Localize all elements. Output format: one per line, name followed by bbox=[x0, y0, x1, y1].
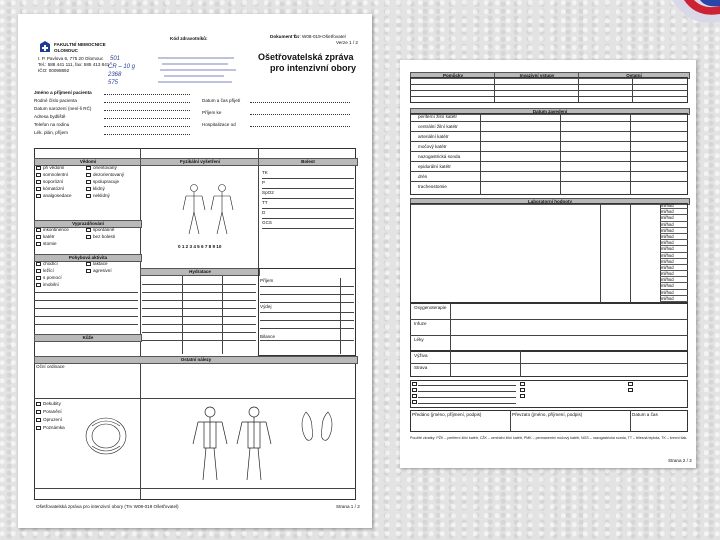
vital-label: P bbox=[262, 180, 266, 185]
patient-field-0: Jméno a příjmení pacienta bbox=[34, 90, 92, 95]
bottom-checkbox-group bbox=[36, 402, 76, 452]
checkbox[interactable] bbox=[36, 242, 41, 246]
hospital-stamp bbox=[154, 54, 244, 90]
checkbox-label: soporózní bbox=[43, 179, 64, 184]
checkbox[interactable] bbox=[36, 187, 41, 191]
checkbox-label: ležící bbox=[43, 268, 54, 273]
hospital-city: OLOMOUC bbox=[54, 48, 78, 53]
vitals-block bbox=[262, 170, 354, 264]
oral-cavity-diagram-icon bbox=[82, 412, 130, 460]
checkbox[interactable] bbox=[412, 400, 417, 404]
balance-label: Příjem bbox=[260, 278, 274, 283]
header-kuze: Kůže bbox=[34, 334, 142, 342]
footnote: Použité zkratky: PŽK – periferní žilní katétr, CŽK – centrální žilní katétr, PMK – permanentní močový katétr, NGS – nazogastrická sonda, TT – tělesná teplota, TK – krevní tlak. bbox=[410, 436, 688, 440]
hospital-name: FAKULTNÍ NEMOCNICE bbox=[54, 42, 106, 47]
therapy-rows bbox=[410, 303, 688, 351]
checkbox-label: dezorientovaný bbox=[93, 172, 125, 177]
devices-rows bbox=[410, 113, 688, 195]
handwritten-note-3: 2368 bbox=[108, 72, 122, 78]
patient-field-1: Rodné číslo pacienta bbox=[34, 98, 77, 103]
checkbox[interactable] bbox=[86, 228, 91, 232]
body-figure-small-icon bbox=[178, 182, 238, 238]
address-line-1: I. P. Pavlova 6, 775 20 Olomouc bbox=[38, 56, 104, 61]
header-vyprazdnovani: Vyprazdňování bbox=[34, 220, 142, 228]
patient-field-5: Lék. plán, příjem bbox=[34, 130, 68, 135]
stamp-label: Kód zdravotníků: bbox=[170, 36, 208, 41]
checkbox[interactable] bbox=[520, 394, 525, 398]
footer-left: Ošetřovatelská zpráva pro intenzivní obory (Trv W08-019 Ošetřovatel) bbox=[36, 504, 179, 509]
balance-label: Výdej bbox=[260, 304, 272, 309]
left-form-sheet bbox=[18, 14, 372, 528]
handwritten-note-2: ČR – 10 g bbox=[108, 64, 136, 70]
therapy-label: Infuze bbox=[414, 321, 427, 326]
checkbox-label: agresivní bbox=[93, 268, 112, 273]
checkbox[interactable] bbox=[36, 235, 41, 239]
patient-field-4: Telefon na rodinu bbox=[34, 122, 70, 127]
checkbox[interactable] bbox=[412, 388, 417, 392]
pain-scale: 0 1 2 3 4 5 6 7 8 9 10 bbox=[178, 244, 222, 249]
device-row-label: drén bbox=[418, 174, 428, 179]
device-row-label: arteriální katétr bbox=[418, 134, 449, 139]
balance-label: Bilance bbox=[260, 334, 276, 339]
admission-field-1: Příjem ke bbox=[202, 110, 222, 115]
patient-field-2: Datum narození (není-li RČ) bbox=[34, 106, 92, 111]
admission-field-2: Hospitalizace od bbox=[202, 122, 236, 127]
transfer-checkboxes bbox=[412, 382, 688, 408]
checkbox-label: laktace bbox=[93, 261, 108, 266]
takeover-label: Převzato (jméno, příjmení, podpis) bbox=[512, 412, 583, 417]
checkbox[interactable] bbox=[36, 276, 41, 280]
hospital-logo-icon bbox=[38, 40, 52, 54]
right-form-sheet bbox=[400, 60, 696, 468]
feet-diagram-icon bbox=[298, 410, 338, 444]
form-title-line-2: pro intenzivní obory bbox=[270, 63, 357, 73]
checkbox[interactable] bbox=[86, 187, 91, 191]
device-row-label: centrální žilní katétr bbox=[418, 124, 458, 129]
therapy-label: Léky bbox=[414, 337, 424, 342]
doc-version: Verze 1 / 2 bbox=[336, 40, 358, 45]
handover-label: Předáno (jméno, příjmení, podpis) bbox=[412, 412, 482, 417]
checkbox[interactable] bbox=[36, 269, 41, 273]
header-pohybova: Pohybová aktivita bbox=[34, 254, 142, 262]
checkbox-label: Poranění bbox=[43, 409, 62, 414]
checkbox[interactable] bbox=[628, 388, 633, 392]
datetime-label: Datum a čas bbox=[632, 412, 658, 417]
checkbox-label: Opruzení bbox=[43, 417, 62, 422]
checkbox[interactable] bbox=[36, 283, 41, 287]
checkbox[interactable] bbox=[36, 228, 41, 232]
header-fyzikalni: Fyzikální vyšetření bbox=[140, 158, 260, 166]
checkbox-label: analgosedace bbox=[43, 193, 72, 198]
ico-number: IČO: 00098892 bbox=[38, 68, 70, 73]
checkbox[interactable] bbox=[86, 173, 91, 177]
vital-label: TK bbox=[262, 170, 268, 175]
checkbox[interactable] bbox=[36, 166, 41, 170]
device-row-label: tracheostomie bbox=[418, 184, 447, 189]
checkbox-group-vedomi bbox=[36, 166, 136, 220]
checkbox[interactable] bbox=[86, 235, 91, 239]
checkbox[interactable] bbox=[86, 269, 91, 273]
corner-logo-icon bbox=[660, 0, 720, 60]
device-row-label: močový katétr bbox=[418, 144, 447, 149]
vital-label: SpO2 bbox=[262, 190, 274, 195]
checkbox[interactable] bbox=[520, 382, 525, 386]
checkbox[interactable] bbox=[36, 194, 41, 198]
checkbox-label: chodící bbox=[43, 261, 58, 266]
header-vedomi: Vědomí bbox=[34, 158, 142, 166]
body-figure-large-icon bbox=[188, 404, 278, 484]
checkbox-label: s pomocí bbox=[43, 275, 62, 280]
form-title-line-1: Ošetřovatelská zpráva bbox=[258, 52, 354, 62]
checkbox-label: Dekubity bbox=[43, 401, 61, 406]
checkbox[interactable] bbox=[36, 173, 41, 177]
header-pomucky: Pomůcky bbox=[410, 72, 496, 79]
device-row-label: periferní žilní katétr bbox=[418, 114, 458, 119]
checkbox-group-pohyb bbox=[36, 262, 136, 332]
header-ostatni-right: Ostatní bbox=[578, 72, 690, 79]
checkbox-label: inkontinence bbox=[43, 227, 69, 232]
patient-field-3: Adresa bydliště bbox=[34, 114, 66, 119]
checkbox[interactable] bbox=[86, 194, 91, 198]
vital-label: D bbox=[262, 210, 266, 215]
checkbox-label: katétr bbox=[43, 234, 55, 239]
checkbox[interactable] bbox=[86, 262, 91, 266]
fluid-balance-rows bbox=[260, 278, 354, 354]
checkbox-label: spolupracuje bbox=[93, 179, 120, 184]
checkbox-label: při vědomí bbox=[43, 165, 65, 170]
checkbox-label: klidný bbox=[93, 186, 105, 191]
checkbox[interactable] bbox=[36, 410, 41, 414]
checkbox[interactable] bbox=[412, 394, 417, 398]
nutrition-label: Strava bbox=[414, 365, 428, 370]
hydration-grid bbox=[142, 276, 256, 354]
checkbox-label: orientovaný bbox=[93, 165, 117, 170]
header-lab: Laboratorní hodnoty bbox=[410, 198, 690, 205]
handwritten-note-4: 575 bbox=[108, 80, 119, 86]
checkbox[interactable] bbox=[36, 402, 41, 406]
checkbox-label: Poznámka bbox=[43, 425, 65, 430]
checkbox-group-vyprazdnovani bbox=[36, 228, 136, 252]
header-hydratace: Hydratace bbox=[140, 268, 260, 276]
nutrition-label: Výživa bbox=[414, 353, 428, 358]
checkbox-label: imobilní bbox=[43, 282, 59, 287]
doc-number: Trv: W08-019-Ošetřovatel bbox=[293, 34, 346, 39]
header-ostatni: Ostatní nálezy bbox=[34, 356, 358, 364]
checkbox[interactable] bbox=[36, 418, 41, 422]
device-row-label: epidurální katétr bbox=[418, 164, 451, 169]
header-invazivni: Invazivní vstupy bbox=[494, 72, 580, 79]
header-bolest: Bolest bbox=[258, 158, 358, 166]
vital-label: TT bbox=[262, 200, 268, 205]
doc-number-label: Dokument č.: bbox=[270, 34, 300, 39]
header-dates: Datum zavedení bbox=[410, 108, 690, 115]
address-line-2: Tel.: 588 441 111, fax: 585 413 841 bbox=[38, 62, 110, 67]
checkbox[interactable] bbox=[628, 382, 633, 386]
checkbox[interactable] bbox=[36, 180, 41, 184]
checkbox-label: spontánně bbox=[93, 227, 115, 232]
checkbox[interactable] bbox=[36, 426, 41, 430]
right-footer: Strana 2 / 2 bbox=[668, 458, 692, 463]
nutrition-rows bbox=[410, 351, 688, 377]
checkbox-label: bez bolesti bbox=[93, 234, 115, 239]
device-row-label: nazogastrická sonda bbox=[418, 154, 461, 159]
checkbox-label: kómatózní bbox=[43, 186, 65, 191]
patient-info-block bbox=[34, 90, 194, 150]
checkbox[interactable] bbox=[86, 180, 91, 184]
vital-label: GCS bbox=[262, 220, 272, 225]
notes-label: Oční ordinace bbox=[36, 364, 65, 369]
checkbox[interactable] bbox=[520, 388, 525, 392]
admission-field-0: Datum a čas přijetí bbox=[202, 98, 241, 103]
checkbox-label: stomie bbox=[43, 241, 57, 246]
checkbox[interactable] bbox=[412, 382, 417, 386]
footer-right: Strana 1 / 2 bbox=[336, 504, 360, 509]
checkbox[interactable] bbox=[86, 166, 91, 170]
checkbox-label: neklidný bbox=[93, 193, 110, 198]
handwritten-note-1: 501 bbox=[110, 56, 121, 62]
admission-block bbox=[202, 98, 362, 148]
lab-value-column: ml/hod ml/hod ml/hod ml/hod ml/hod ml/hod ml/hod ml/hod ml/hod ml/hod ml/hod ml/hod ml/hod ml/hod ml/hod ml/hod bbox=[660, 203, 688, 302]
therapy-label: Oxygenoterapie bbox=[414, 305, 447, 310]
checkbox-label: somnolentní bbox=[43, 172, 69, 177]
lab-table bbox=[410, 203, 688, 303]
checkbox[interactable] bbox=[36, 262, 41, 266]
